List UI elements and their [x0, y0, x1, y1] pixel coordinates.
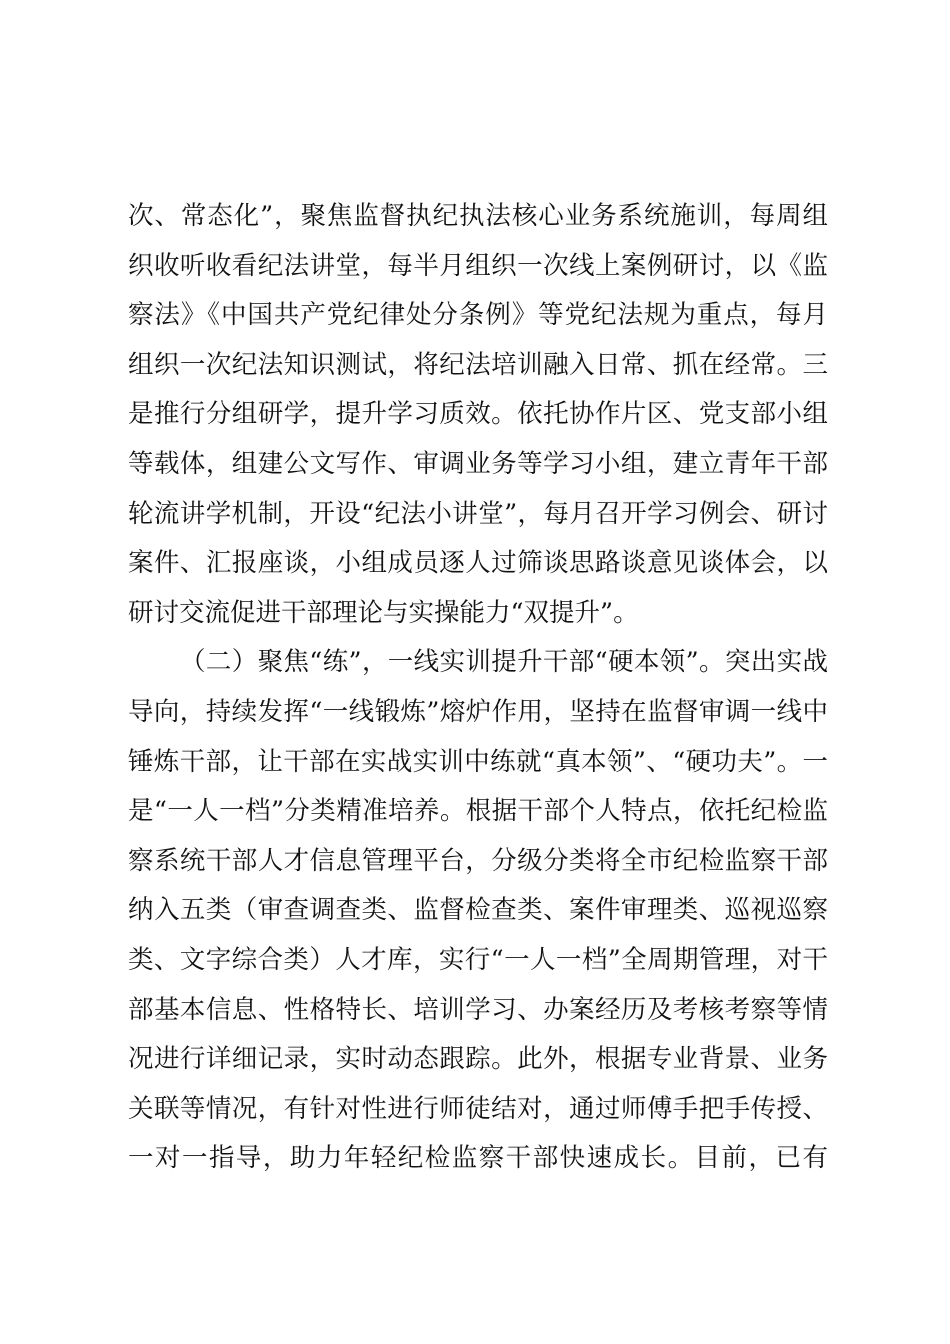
text-line: 察系统干部人才信息管理平台，分级分类将全市纪检监察干部 — [128, 845, 828, 876]
text-line: 况进行详细记录，实时动态跟踪。此外，根据专业背景、业务 — [128, 1044, 828, 1075]
text-line: 导向，持续发挥“一线锻炼”熔炉作用，坚持在监督审调一线中 — [128, 696, 828, 727]
body-text — [128, 192, 828, 1184]
text-line: 纳入五类（审查调查类、监督检查类、案件审理类、巡视巡察 — [128, 895, 828, 926]
text-line: 关联等情况，有针对性进行师徒结对，通过师傅手把手传授、 — [128, 1093, 828, 1124]
text-line: 是推行分组研学，提升学习质效。依托协作片区、党支部小组 — [128, 399, 828, 430]
text-line: 察法》《中国共产党纪律处分条例》等党纪法规为重点，每月 — [128, 300, 828, 331]
paragraph-1 — [128, 192, 828, 638]
text-line: 部基本信息、性格特长、培训学习、办案经历及考核考察等情 — [128, 994, 828, 1025]
section-heading-line: （二）聚焦“练”，一线实训提升干部“硬本领”。突出实战 — [180, 647, 828, 678]
text-line: 类、文字综合类）人才库，实行“一人一档”全周期管理，对干 — [128, 944, 828, 975]
text-line: 是“一人一档”分类精准培养。根据干部个人特点，依托纪检监 — [128, 796, 828, 827]
text-line: 次、常态化”，聚焦监督执纪执法核心业务系统施训，每周组 — [128, 201, 828, 231]
text-line: 轮流讲学机制，开设“纪法小讲堂”，每月召开学习例会、研讨 — [128, 498, 828, 529]
text-line: 研讨交流促进干部理论与实操能力“双提升”。 — [128, 597, 639, 628]
paragraph-2 — [128, 638, 828, 1184]
text-line: 等载体，组建公文写作、审调业务等学习小组，建立青年干部 — [128, 448, 828, 479]
text-line: 一对一指导，助力年轻纪检监察干部快速成长。目前，已有 — [128, 1143, 828, 1174]
text-line: 组织一次纪法知识测试，将纪法培训融入日常、抓在经常。三 — [128, 349, 828, 380]
text-line: 锤炼干部，让干部在实战实训中练就“真本领”、“硬功夫”。一 — [128, 746, 828, 777]
text-line: 案件、汇报座谈，小组成员逐人过筛谈思路谈意见谈体会，以 — [128, 548, 828, 579]
text-line: 织收听收看纪法讲堂，每半月组织一次线上案例研讨，以《监 — [128, 250, 828, 281]
